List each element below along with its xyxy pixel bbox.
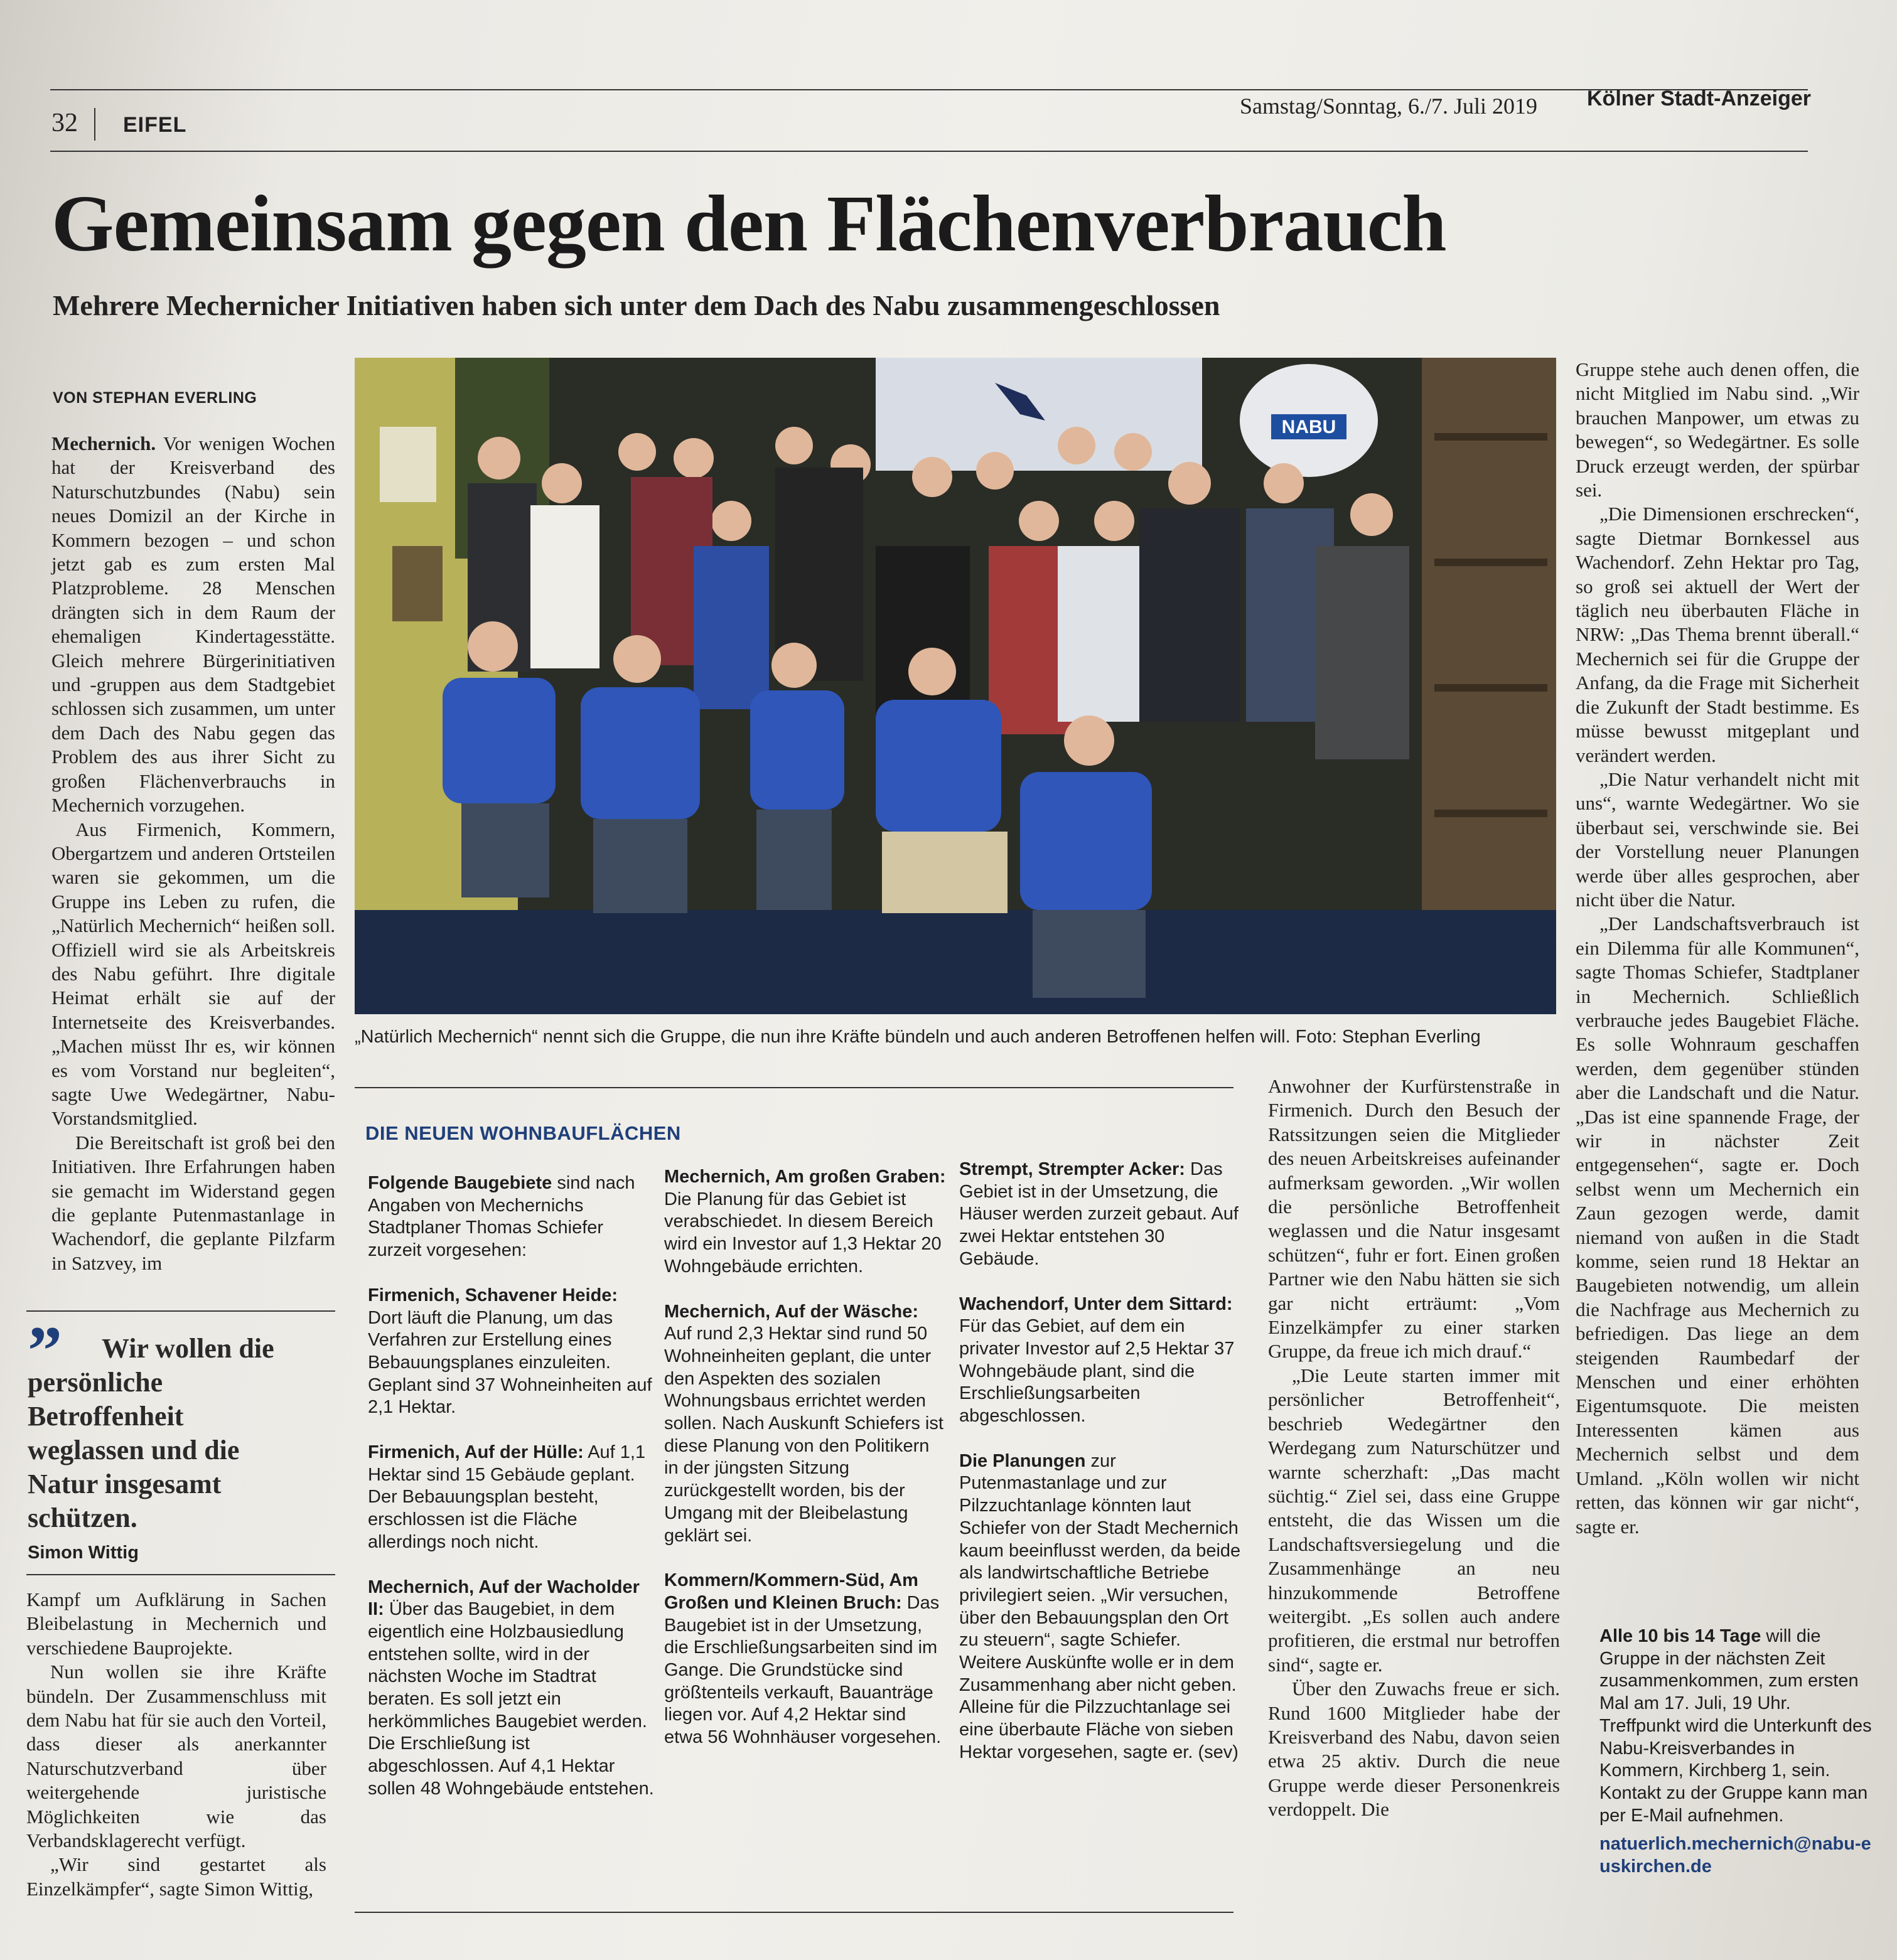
contact-email-link[interactable]: natuerlich.mechernich@nabu-euskirchen.de (1599, 1834, 1871, 1877)
infobox-column-1 (368, 1172, 654, 1823)
info-text: will die Gruppe in der nächsten Zeit zusammenkommen, zum ersten Mal am 17. Juli, 19 Uhr. Treffpunkt wird die Unterkunft des Nabu-Kreisverbandes in Kommern, Kirchberg 1, sein. Kontakt zu der Gruppe kann man per E-Mail aufnehmen. (1599, 1626, 1872, 1826)
column-1-top (51, 432, 335, 1275)
col1-paragraph-1: Vor wenigen Wochen hat der Kreisverband des Naturschutzbundes (Nabu) sein neues Domizil an der Kirche in Kommern bezogen – und schon jetzt gab es zum ersten Mal Platzprobleme. 28 Menschen drängten sich in dem Raum der ehemaligen Kindertagesstätte. Gleich mehrere Bürgerinitiativen und -gruppen aus dem Stadtgebiet schlossen sich zusammen, um unter dem Dach des Nabu gegen das Problem des aus ihrer Sicht zu großen Flächenverbrauchs in Mechernich vorzugehen. (51, 432, 335, 817)
col5-paragraph-1: Anwohner der Kurfürstenstraße in Firmenich. Durch den Besuch der Ratssitzungen seien die Mitglieder des neuen Arbeitskreises aufeinander aufmerksam geworden. „Wir wollen die persönliche Betroffenheit weglassen und die Natur insgesamt schützen“, fuhr er fort. Einen großen Partner wie den Nabu hätten sie sich gar nicht erträumt: „Vom Einzelkämpfer zu einer starken Gruppe, da freue ich mich drauf.“ (1268, 1075, 1560, 1363)
pull-quote-text: Wir wollen die persönliche Betroffenheit weglassen und die Natur insgesamt schützen. (28, 1333, 274, 1533)
col1-paragraph-4: Kampf um Aufklärung in Sachen Bleibelastung in Mechernich und verschiedene Bauprojekte. (26, 1588, 326, 1659)
col1-paragraph-2: Aus Firmenich, Kommern, Obergartzem und anderen Ortsteilen waren sie gekommen, um die Gruppe ins Leben zu rufen, die „Natürlich Mechernich“ heißen soll. Offiziell wird sie als Arbeitskreis des Nabu geführt. Ihre digitale Heimat erhält sie auf der Internetseite des Kreisverbandes. „Machen müsst Ihr es, wir können es vom Vorstand nur begleiten“, sagte Uwe Wedegärtner, Nabu-Vorstandsmitglied. (51, 818, 335, 1130)
col5-paragraph-3: Über den Zuwachs freue er sich. Rund 1600 Mitglieder habe der Kreisverband des Nabu, davon seien etwa 25 aktiv. Durch die neue Gruppe werde dieser Personenkreis verdoppelt. Die (1268, 1678, 1560, 1821)
quote-author: Simon Wittig (28, 1543, 139, 1563)
column-5 (1268, 1074, 1560, 1822)
issue-date: Samstag/Sonntag, 6./7. Juli 2019 (1240, 94, 1538, 119)
header-separator (94, 108, 95, 141)
col1-paragraph-3: Die Bereitschaft ist groß bei den Initiativen. Ihre Erfahrungen haben sie gemacht im Widerstand gegen die geplante Putenmastanlage in Wachendorf, die geplante Pilzfarm in Satzvey, im (51, 1131, 335, 1274)
infobox-entry: Firmenich, Schavener Heide: Dort läuft die Planung, um das Verfahren zur Erstellung eines Bebauungsplanes einzuleiten. Geplant sind 37 Wohneinheiten auf 2,1 Hektar. (368, 1285, 652, 1418)
infobox-entry: Mechernich, Auf der Wacholder II: Über das Baugebiet, in dem eigentlich eine Holzbausiedlung entstehen sollte, wird in der nächsten Woche im Stadtrat beraten. Es soll jetzt ein herkömmliches Baugebiet werden. Die Erschließung ist abgeschlossen. Auf 4,1 Hektar sollen 48 Wohngebäude entstehen. (368, 1577, 654, 1799)
infobox-entry: Firmenich, Auf der Hülle: Auf 1,1 Hektar sind 15 Gebäude geplant. Der Bebauungsplan besteht, erschlossen ist die Fläche allerdings noch nicht. (368, 1442, 646, 1552)
byline: VON STEPHAN EVERLING (53, 389, 257, 407)
group-photo (355, 358, 1556, 1014)
quote-bottom-rule (26, 1574, 335, 1575)
nabu-sign-text: NABU (1281, 417, 1336, 437)
col1-paragraph-6: „Wir sind gestartet als Einzelkämpfer“, sagte Simon Wittig, (26, 1853, 326, 1900)
quote-mark-icon: ” (28, 1312, 62, 1389)
infobox-title: DIE NEUEN WOHNBAUFLÄCHEN (365, 1122, 681, 1144)
pull-quote (28, 1332, 304, 1535)
headline: Gemeinsam gegen den Flächenverbrauch (51, 179, 1446, 268)
header-bottom-rule (50, 151, 1808, 152)
col6-paragraph-2: „Die Dimensionen erschrecken“, sagte Dietmar Bornkessel aus Wachendorf. Zehn Hektar pro Tag, so groß sei aktuell der Wert der täglich neu überbauten Fläche in NRW: „Das Thema brennt überall.“ Mechernich sei für die Gruppe der Anfang, da die Frage mit Sicherheit die Zukunft der Stadt bestimme. Es müsse bewusst mitgeplant und verändert werden. (1576, 503, 1859, 766)
infobox-entry: Strempt, Strempter Acker: Das Gebiet ist in der Umsetzung, die Häuser werden zurzeit gebaut. Auf zwei Hektar entstehen 30 Gebäude. (959, 1159, 1239, 1269)
infobox-column-3 (959, 1159, 1242, 1787)
section-name: EIFEL (123, 113, 187, 137)
infobox-entry: Kommern/Kommern-Süd, Am Großen und Kleinen Bruch: Das Baugebiet ist in der Umsetzung, die Erschließungsarbeiten sind im Gange. Die Grundstücke sind größtenteils verkauft, Bauanträge liegen vor. Auf 4,2 Hektar sind etwa 56 Wohnhäuser vorgesehen. (664, 1570, 942, 1748)
col6-paragraph-3: „Die Natur verhandelt nicht mit uns“, warnte Wedegärtner. Wo sie überbaut sei, verschwinde sie. Bei der Vorstellung neuer Planungen werde über alles gesprochen, aber nicht über die Natur. (1576, 768, 1859, 911)
infobox-entry: Die Planungen zur Putenmastanlage und zur Pilzzuchtanlage könnten laut Schiefer von der Stadt Mechernich kaum beeinflusst werden, da beide als landwirtschaftliche Betriebe privilegiert seien. „Wir versuchen, über den Bebauungsplan den Ort zu steuern“, sagte Schiefer. Weitere Auskünfte wolle er in dem Zusammenhang aber nicht geben. Alleine für die Pilzzuchtanlage sei eine überbaute Fläche von sieben Hektar vorgesehen, sagte er. (sev) (959, 1450, 1241, 1762)
infobox-bottom-rule (355, 1912, 1233, 1913)
infobox-column-2 (664, 1166, 947, 1772)
newspaper-name: Kölner Stadt-Anzeiger (1587, 87, 1812, 110)
quote-top-rule (26, 1310, 335, 1312)
infobox-entry: Mechernich, Auf der Wäsche: Auf rund 2,3 Hektar sind rund 50 Wohneinheiten geplant, die unter den Aspekten des sozialen Wohnungsbaus errichtet werden sollen. Nach Auskunft Schiefers ist diese Planung von den Politikern in der jüngsten Sitzung zurückgestellt worden, bis der Umgang mit der Bleibelastung geklärt sei. (664, 1301, 943, 1546)
infobox-entry: Mechernich, Am großen Graben: Die Planung für das Gebiet ist verabschiedet. In diesem Bereich wird ein Investor auf 1,3 Hektar 20 Wohngebäude errichten. (664, 1167, 946, 1277)
col5-paragraph-2: „Die Leute starten immer mit persönlicher Betroffenheit“, beschrieb Wedegärtner den Werdegang zum Naturschützer und warnte scherzhaft: „Das macht süchtig.“ Ziel sei, dass eine Gruppe entsteht, die das Wissen um die Landschaftsversiegelung und die Zusammenhänge an neu hinzukommende Betroffene weitergibt. „Es sollen auch andere profitieren, die erstmal nur betroffen sind“, sagte er. (1268, 1364, 1560, 1676)
col6-paragraph-1: Gruppe stehe auch denen offen, die nicht Mitglied im Nabu sind. „Wir brauchen Manpower, um etwas zu bewegen“, so Wedegärtner. Es solle Druck erzeugt werden, der spürbar sei. (1576, 358, 1859, 501)
infobox-entry: Folgende Baugebiete sind nach Angaben von Mechernichs Stadtplaner Thomas Schiefer zurzeit vorgesehen: (368, 1173, 635, 1261)
header-top-rule (50, 89, 1808, 90)
photo-caption: „Natürlich Mechernich“ nennt sich die Gruppe, die nun ihre Kräfte bündeln und auch anderen Betroffenen helfen will. Foto: Stephan Everling (355, 1027, 1481, 1047)
page-number: 32 (51, 109, 78, 137)
dateline: Mechernich. (51, 432, 156, 454)
column-6 (1576, 358, 1859, 1539)
contact-info (1599, 1625, 1876, 1878)
subheadline: Mehrere Mechernicher Initiativen haben sich unter dem Dach des Nabu zusammengeschlossen (53, 289, 1220, 321)
infobox-entry: Wachendorf, Unter dem Sittard: Für das Gebiet, auf dem ein privater Investor auf 2,5 Hektar 37 Wohngebäude plant, sind die Erschließungsarbeiten abgeschlossen. (959, 1293, 1235, 1427)
col6-paragraph-4: „Der Landschaftsverbrauch ist ein Dilemma für alle Kommunen“, sagte Thomas Schiefer, Stadtplaner in Mechernich. Schließlich verbrauche jedes Baugebiet Fläche. Es solle Wohnraum geschaffen werden, dem gegenüber stünden aber die Landschaft und die Natur. „Das ist eine spannende Frage, der wir in nächster Zeit entgegensehen“, sagte er. Doch selbst wenn um Mechernich ein Zaun gezogen werde, damit niemand von außen in die Stadt komme, seien rund 18 Hektar an Baugebieten notwendig, um allein die Nachfrage aus Mechernich zu befriedigen. Das liege an dem steigenden Raumbedarf der Menschen und einer erhöhten Eigentumsquote. Die meisten Interessenten kämen aus Mechernich selbst und dem Umland. „Köln wollen wir nicht retten, das können wir gar nicht“, sagte er. (1576, 913, 1859, 1538)
info-lead: Alle 10 bis 14 Tage (1599, 1626, 1761, 1646)
infobox-top-rule (355, 1087, 1233, 1088)
col1-paragraph-5: Nun wollen sie ihre Kräfte bündeln. Der Zusammenschluss mit dem Nabu hat für sie auch den Vorteil, dass dieser als anerkannter Naturschutzverband über weitergehende juristische Möglichkeiten wie das Verbandsklagerecht verfügt. (26, 1661, 326, 1852)
column-1-bottom (26, 1588, 326, 1901)
